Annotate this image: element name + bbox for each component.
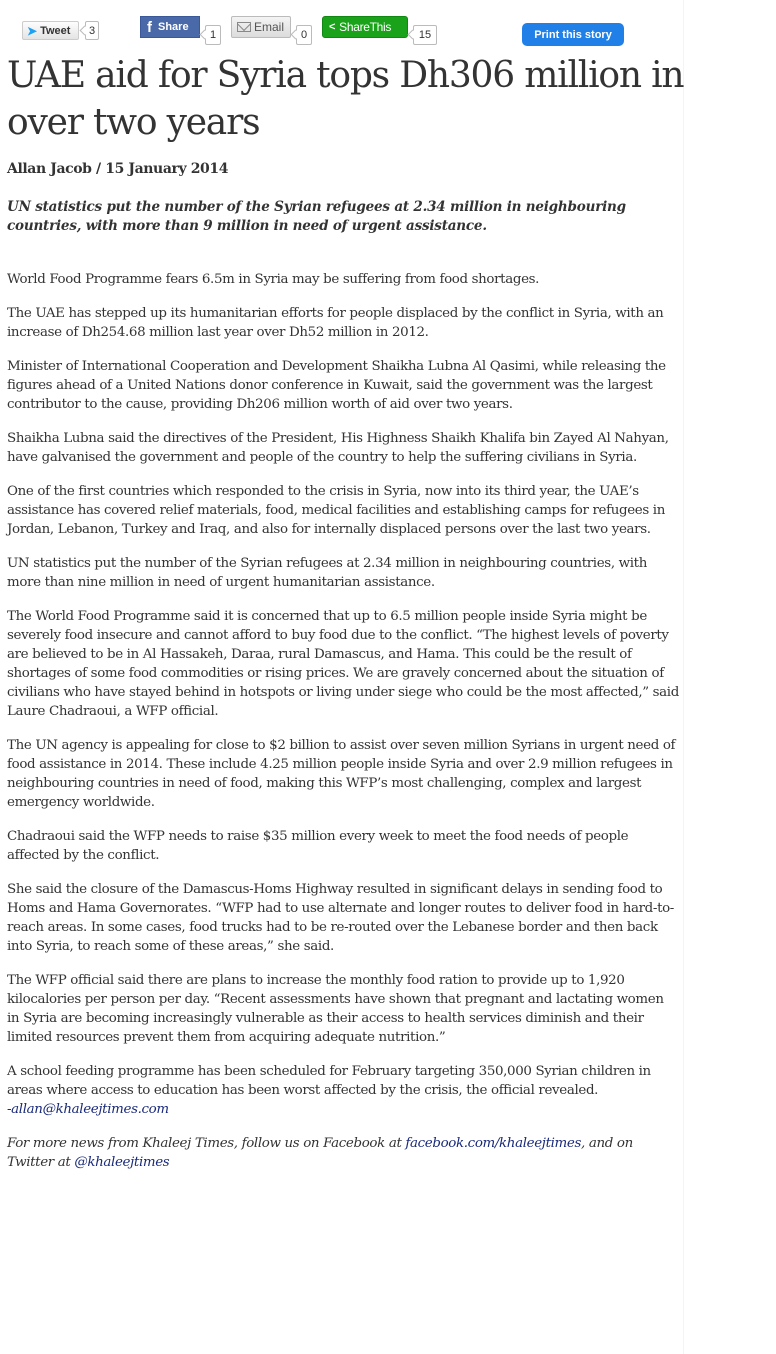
sharethis-count: 15 [413, 25, 437, 45]
sharethis-button[interactable] [322, 16, 408, 38]
follow-text-before: For more news from Khaleej Times, follow us on Facebook at [7, 1136, 406, 1151]
sharethis-label: ShareThis [339, 20, 392, 34]
article-paragraph: World Food Programme fears 6.5m in Syria may be suffering from food shortages. [7, 272, 540, 287]
facebook-link[interactable]: facebook.com/khaleejtimes [405, 1136, 582, 1151]
email-button[interactable] [231, 16, 291, 38]
article-byline: Allan Jacob / 15 January 2014 [7, 161, 229, 177]
article-summary: UN statistics put the number of the Syrian refugees at 2.34 million in neighbouring countries, with more than 9 million in need of urgent assistance. [7, 199, 626, 234]
article-paragraph: The UAE has stepped up its humanitarian efforts for people displaced by the conflict in Syria, with an increase of Dh254.68 million last year over Dh52 million in 2012. [7, 306, 664, 340]
article-paragraph: She said the closure of the Damascus-Homs Highway resulted in significant delays in sending food to Homs and Hama Governorates. “WFP had to use alternate and longer routes to deliver food in hard-to-reach areas. In some cases, food trucks had to be re-routed over the Lebanese border and then back into Syria, to reach some of these areas,” she said. [7, 882, 674, 954]
share-icon: < [329, 21, 336, 33]
twitter-bird-icon: ➤ [27, 23, 38, 38]
article-headline: UAE aid for Syria tops Dh306 million in over two years [7, 55, 684, 143]
article-paragraph: The WFP official said there are plans to increase the monthly food ration to provide up to 1,920 kilocalories per person per day. “Recent assessments have shown that pregnant and lactating women in Syria are becoming increasingly vulnerable as their access to health services diminish and their limited resources prevent them from acquiring adequate nutrition.” [7, 973, 664, 1045]
article-paragraph: Chadraoui said the WFP needs to raise $35 million every week to meet the food needs of people affected by the conflict. [7, 829, 629, 863]
email-label: Email [254, 20, 285, 34]
author-email-link[interactable]: -allan@khaleejtimes.com [7, 1102, 169, 1117]
tweet-label: Tweet [40, 24, 71, 37]
author-email-line [7, 1100, 679, 1119]
tweet-count: 3 [85, 21, 99, 40]
article-paragraph: Shaikha Lubna said the directives of the President, His Highness Shaikh Khalifa bin Zayed Al Nahyan, have galvanised the government and people of the country to help the suffering civilians in Syria. [7, 431, 669, 465]
follow-us-line [7, 1134, 679, 1172]
facebook-share-label: Share [158, 21, 189, 33]
article-paragraph: One of the first countries which responded to the crisis in Syria, now into its third year, the UAE’s assistance has covered relief materials, food, medical facilities and establishing camps for refugees in Jordan, Lebanon, Turkey and Iraq, and also for internally displaced persons over the last two years. [7, 484, 665, 537]
facebook-icon: f [147, 18, 152, 36]
facebook-share-count: 1 [205, 25, 221, 45]
twitter-link[interactable]: @khaleejtimes [74, 1155, 170, 1170]
article-paragraph: Minister of International Cooperation and Development Shaikha Lubna Al Qasimi, while releasing the figures ahead of a United Nations donor conference in Kuwait, said the government was the largest contributor to the cause, providing Dh206 million worth of aid over two years. [7, 359, 666, 412]
envelope-icon [237, 22, 251, 32]
article-paragraph: A school feeding programme has been scheduled for February targeting 350,000 Syrian children in areas where access to education has been worst affected by the crisis, the official revealed. [7, 1064, 651, 1098]
article-paragraph: The UN agency is appealing for close to $2 billion to assist over seven million Syrians in urgent need of food assistance in 2014. These include 4.25 million people inside Syria and over 2.9 million refugees in neighbouring countries in need of food, making this WFP’s most challenging, complex and largest emergency worldwide. [7, 738, 676, 810]
follow-text-middle: , and on Twitter at [7, 1136, 633, 1170]
article-paragraph: UN statistics put the number of the Syrian refugees at 2.34 million in neighbouring countries, with more than nine million in need of urgent humanitarian assistance. [7, 556, 647, 590]
print-story-button[interactable]: Print this story [522, 23, 624, 46]
share-toolbar [0, 0, 680, 50]
page-edge-divider [683, 0, 684, 1354]
email-count: 0 [296, 25, 312, 45]
article-body [7, 270, 679, 1187]
article-paragraph: The World Food Programme said it is concerned that up to 6.5 million people inside Syria might be severely food insecure and cannot afford to buy food due to the conflict. “The highest levels of poverty are believed to be in Al Hassakeh, Daraa, rural Damascus, and Hama. This could be the result of shortages of some food commodities or rising prices. We are gravely concerned about the situation of civilians who have stayed behind in hotspots or living under siege who could be the most affected,” said Laure Chadraoui, a WFP official. [7, 609, 679, 719]
facebook-share-button[interactable] [140, 16, 200, 38]
tweet-button[interactable] [22, 21, 79, 40]
